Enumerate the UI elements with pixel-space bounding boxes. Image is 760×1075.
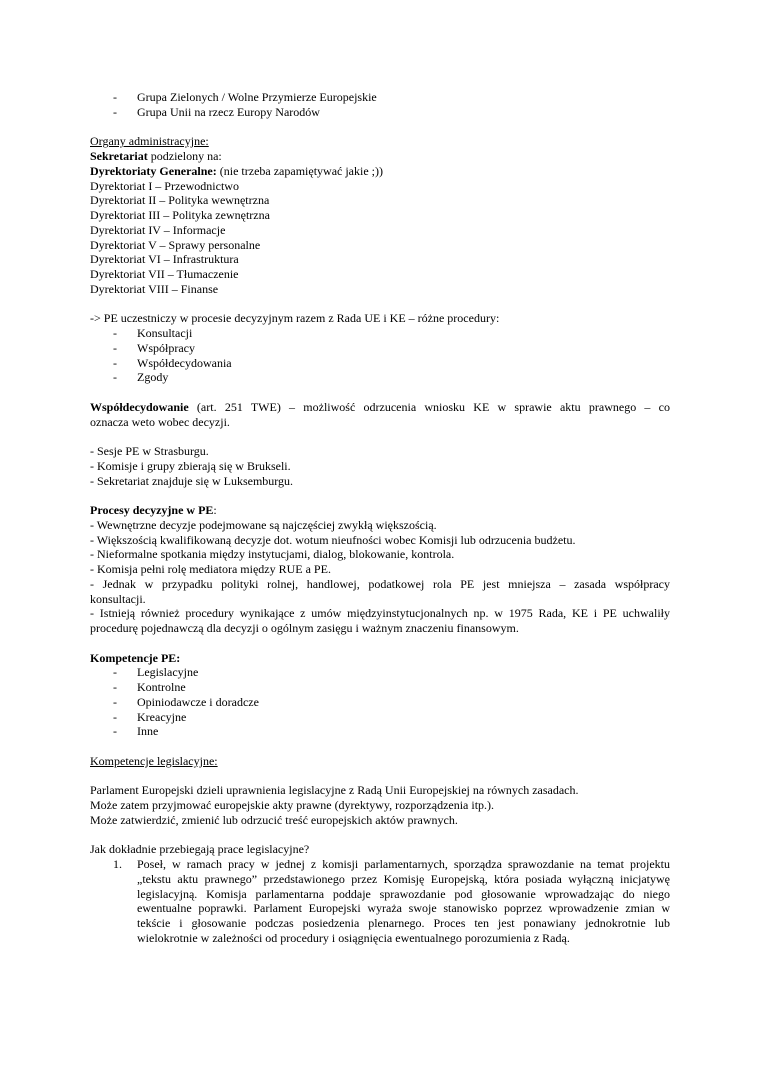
proces-line: konsultacji. (90, 591, 146, 606)
numbered-item: 1. Poseł, w ramach pracy w jednej z komisji parlamentarnych, sporządza sprawozdanie na temat projektu „tekstu aktu prawnego” przedstawionego przez Komisję Europejską, która posiada wyłączną inicjatywę legislacyjną. Komisja parlamentarna poddaje sprawozdanie pod głosowanie wprowadzając do niego ewentualne poprawki. Parlament Europejski wyraża swoje stanowisko poprzez wprowadzenie zmian w tekście i głosowanie podczas posiedzenia plenarnego. Proces ten jest ponawiany jednokrotnie lub wielokrotnie w zależności od procedury i osiągnięcia ewentualnego porozumienia z Radą. (113, 857, 670, 945)
list-item: - Zgody (113, 370, 169, 385)
numbered-item-row: legislacyjną. Komisja parlamentarna poddaje sprawozdanie pod głosowanie wprowadzając do niego (137, 886, 670, 901)
legislacyjne-line: Parlament Europejski dzieli uprawnienia legislacyjne z Radą Unii Europejskiej na równych zasadach. (90, 783, 579, 798)
proces-line: - Istnieją również procedury wynikające z umów międzyinstytucjonalnych np. w 1975 Rada, KE i PE uchwaliły (90, 606, 670, 621)
proces-line: - Nieformalne spotkania między instytucjami, dialog, blokowanie, kontrola. (90, 547, 455, 562)
proces-line: - Wewnętrzne decyzje podejmowane są najczęściej zwykłą większością. (90, 517, 437, 532)
dyrektoriat-item: Dyrektoriat V – Sprawy personalne (90, 237, 261, 252)
procedury-intro: -> PE uczestniczy w procesie decyzyjnym razem z Rada UE i KE – różne procedury: (90, 311, 500, 326)
section-heading-kompetencje: Kompetencje PE: (90, 650, 181, 665)
dyrektoriat-item: Dyrektoriat IV – Informacje (90, 222, 226, 237)
siedziba-line: - Sesje PE w Strasburgu. (90, 444, 209, 458)
list-item: - Inne (113, 724, 159, 739)
proces-line: - Komisja pełni rolę mediatora między RUE a PE. (90, 562, 331, 576)
list-item: - Współpracy (113, 340, 195, 355)
dyrektoriaty-line: Dyrektoriaty Generalne: (nie trzeba zapamiętywać jakie ;)) (90, 163, 383, 178)
dyrektoriat-item: Dyrektoriat II – Polityka wewnętrzna (90, 193, 270, 208)
list-item: - Kreacyjne (113, 709, 187, 724)
siedziba-line: - Komisje i grupy zbierają się w Brukseli. (90, 458, 291, 473)
list-item: - Grupa Zielonych / Wolne Przymierze Europejskie (113, 90, 377, 104)
section-heading-organy: Organy administracyjne: (90, 134, 209, 149)
dyrektoriat-item: Dyrektoriat III – Polityka zewnętrzna (90, 208, 270, 222)
legislacyjne-line: Może zatem przyjmować europejskie akty prawne (dyrektywy, rozporządzenia itp.). (90, 798, 495, 812)
numbered-item-row: Poseł, w ramach pracy w jednej z komisji parlamentarnych, sporządza sprawozdanie na temat projektu (137, 857, 670, 871)
dyrektoriat-item: Dyrektoriat I – Przewodnictwo (90, 178, 239, 193)
sekretariat-line: Sekretariat podzielony na: (90, 149, 222, 163)
section-heading-legislacyjne: Kompetencje legislacyjne: (90, 753, 218, 768)
list-item: - Współdecydowania (113, 355, 232, 370)
wspoldecydowanie-line: Współdecydowanie (art. 251 TWE) – możliwość odrzucenia wniosku KE w sprawie aktu prawnego – co (90, 399, 670, 414)
proces-line: - Większością kwalifikowaną decyzje dot. wotum nieufności wobec Komisji lub odrzucenia budżetu. (90, 532, 576, 547)
list-item: - Konsultacji (113, 326, 193, 340)
list-item: - Kontrolne (113, 680, 186, 694)
dyrektoriat-item: Dyrektoriat VII – Tłumaczenie (90, 267, 239, 281)
section-heading-procesy: Procesy decyzyjne w PE: (90, 503, 217, 517)
wspoldecydowanie-line: oznacza weto wobec decyzji. (90, 414, 230, 429)
numbered-item-row: wielokrotnie w zależności od procedury i osiągnięcia ewentualnego porozumienia z Radą. (137, 930, 570, 945)
dyrektoriat-item: Dyrektoriat VI – Infrastruktura (90, 252, 239, 267)
numbered-item-row: tekście i głosowanie podczas posiedzenia plenarnego. Proces ten jest ponawiany jednokrotnie lub (137, 916, 670, 930)
list-item: - Opiniodawcze i doradcze (113, 694, 259, 709)
proces-line: - Jednak w przypadku polityki rolnej, handlowej, podatkowej rola PE jest mniejsza – zasada współpracy (90, 576, 670, 591)
document-page (90, 90, 670, 946)
list-item: - Grupa Unii na rzecz Europy Narodów (113, 104, 320, 119)
przebieg-question: Jak dokładnie przebiegają prace legislacyjne? (90, 842, 310, 857)
proces-line: procedurę pojednawczą dla decyzji o ogólnym zasięgu i ważnym znaczeniu finansowym. (90, 621, 519, 635)
legislacyjne-line: Może zatwierdzić, zmienić lub odrzucić treść europejskich aktów prawnych. (90, 812, 458, 827)
list-item: - Legislacyjne (113, 665, 199, 680)
dyrektoriat-item: Dyrektoriat VIII – Finanse (90, 281, 219, 296)
numbered-item-row: „tekstu aktu prawnego” przedstawionego przez Komisję Europejską, która posiada wyłączną inicjatywę (137, 871, 670, 886)
siedziba-line: - Sekretariat znajduje się w Luksemburgu. (90, 473, 294, 488)
numbered-item-row: ewentualne poprawki. Parlament Europejski wyraża swoje stanowisko poprzez wprowadzenie zmian w (137, 901, 670, 916)
